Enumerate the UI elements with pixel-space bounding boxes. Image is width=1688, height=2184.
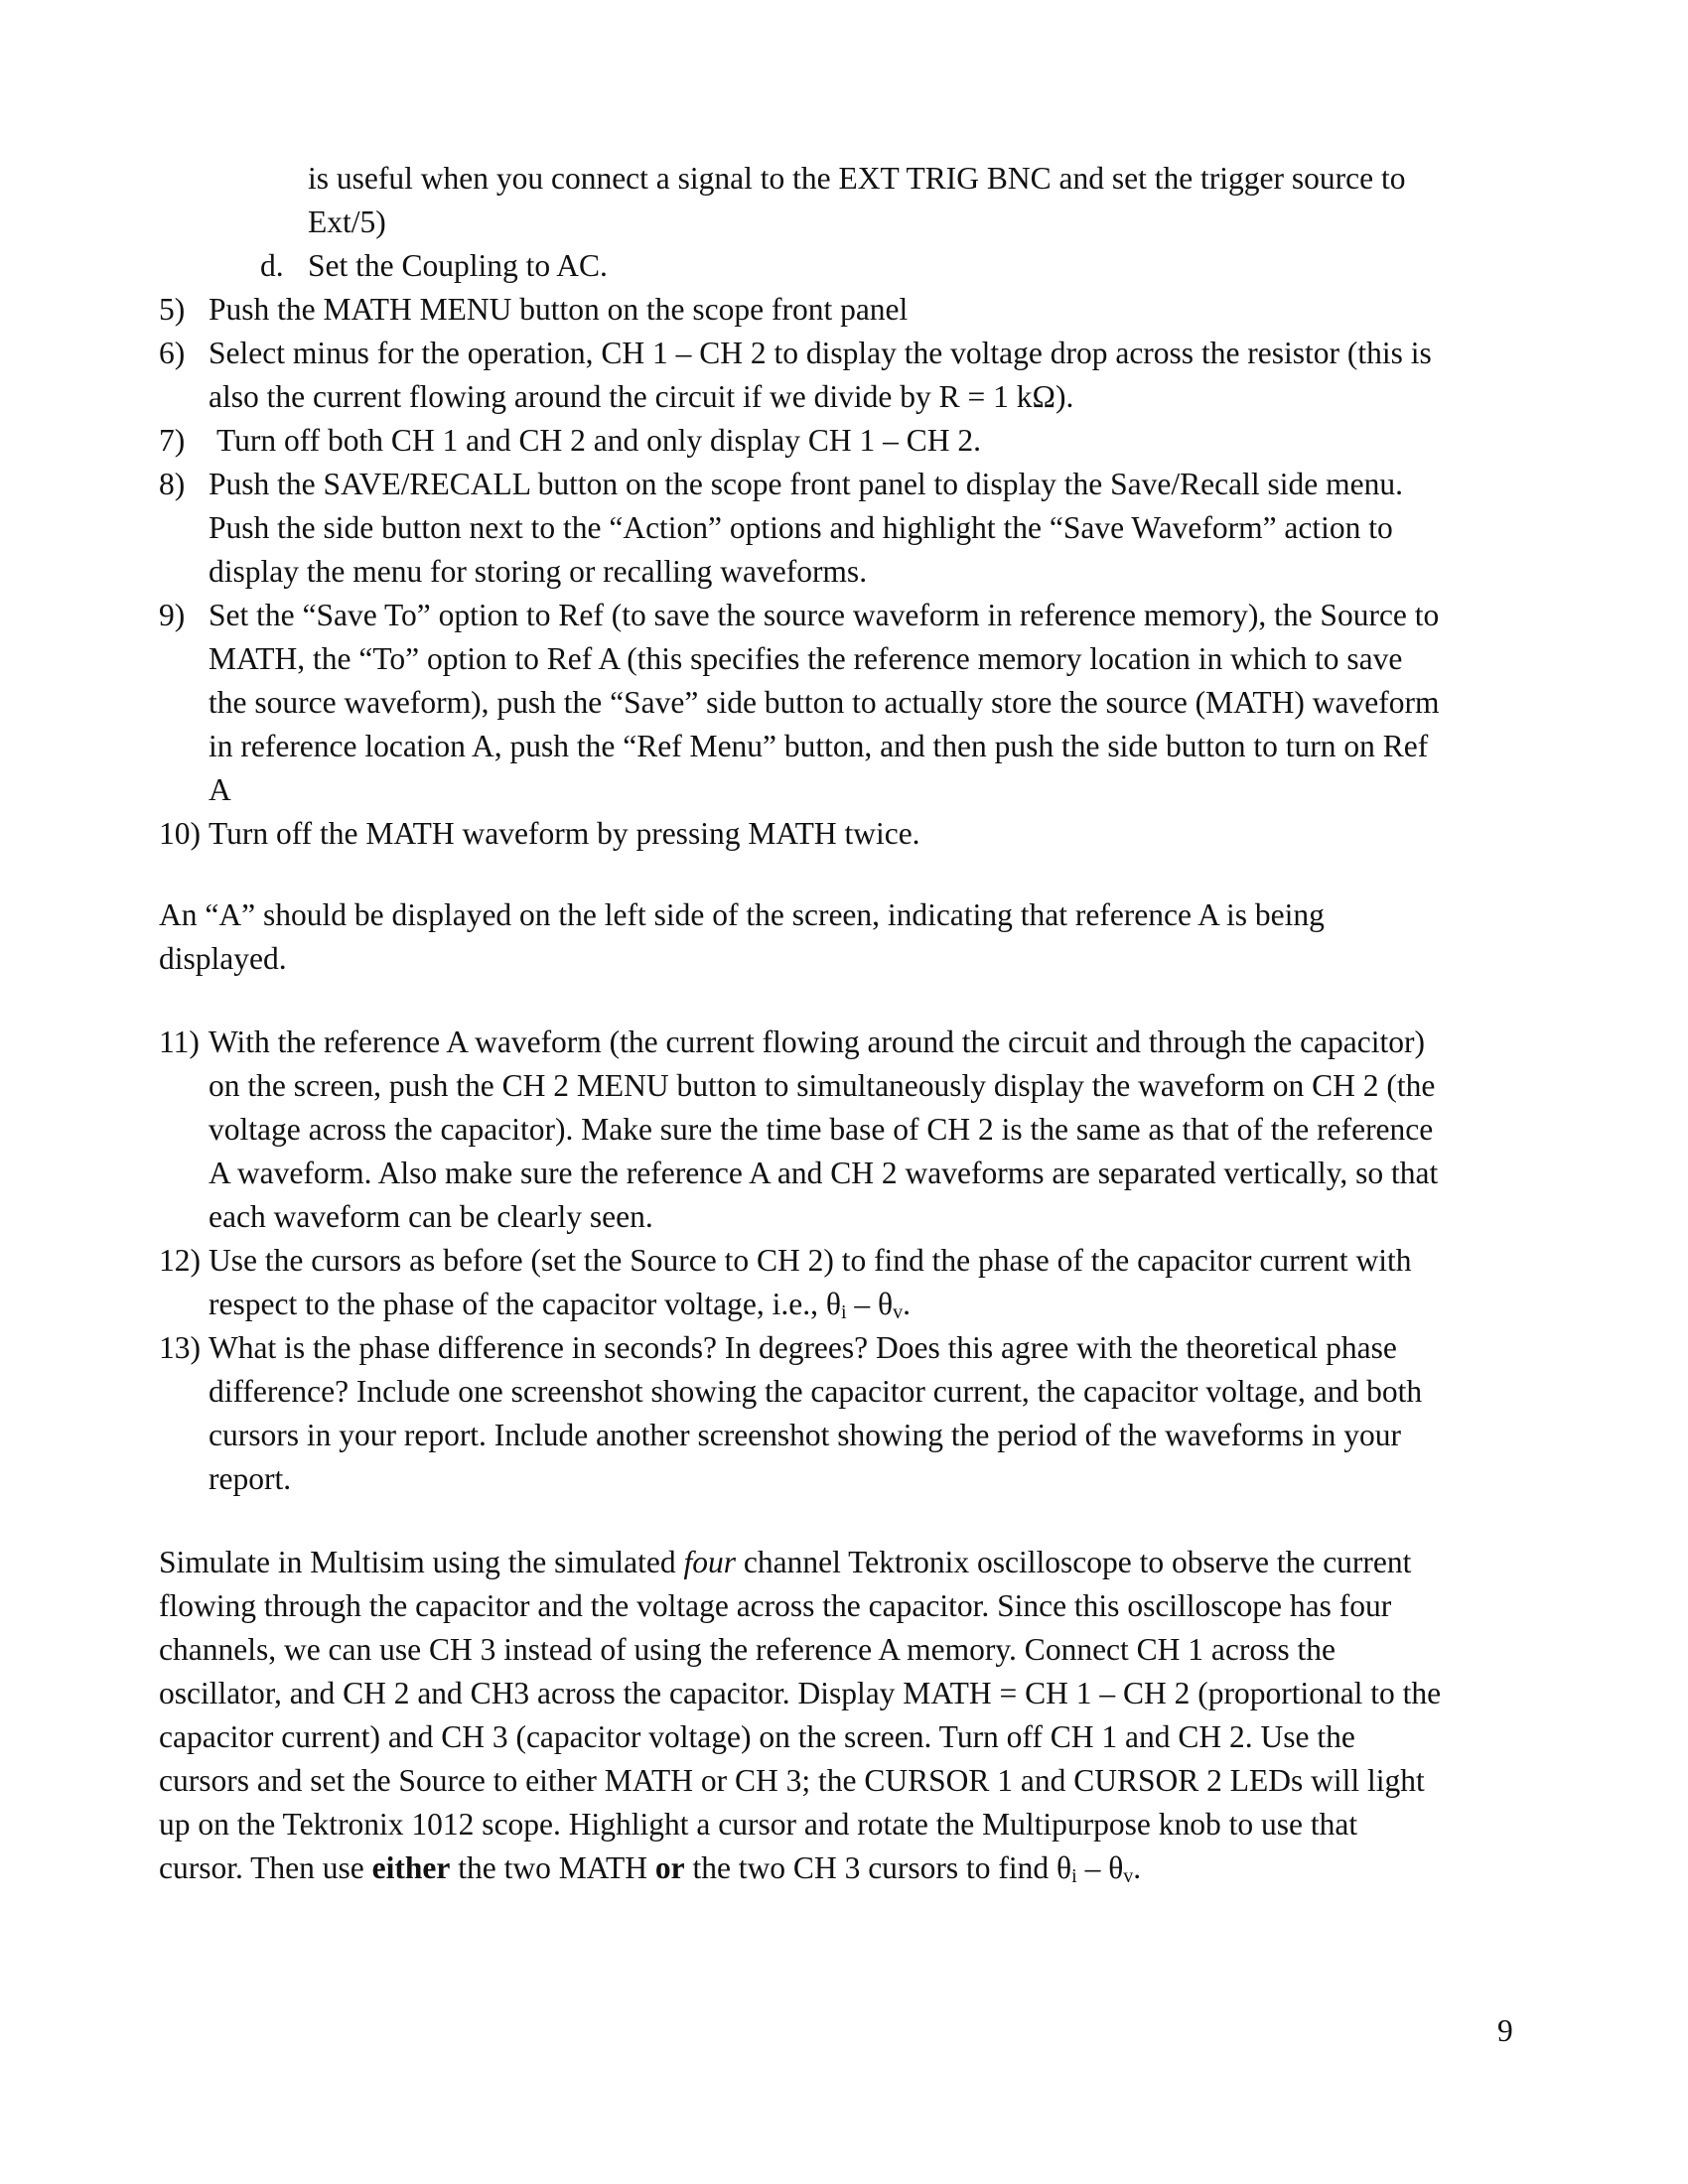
paragraph-line: flowing through the capacitor and the voltage across the capacitor. Since this oscilloscope has four bbox=[159, 1588, 1392, 1623]
paragraph-line bbox=[159, 1850, 1141, 1886]
step-number: 6) bbox=[159, 336, 186, 370]
text-line: Ext/5) bbox=[308, 205, 386, 239]
text-line: A bbox=[209, 772, 231, 807]
text-line: report. bbox=[209, 1461, 292, 1496]
text-run: . bbox=[1133, 1850, 1142, 1885]
paragraph-line: up on the Tektronix 1012 scope. Highlight a cursor and rotate the Multipurpose knob to use that bbox=[159, 1807, 1358, 1842]
step-number: 9) bbox=[159, 598, 186, 632]
text-run: respect to the phase of the capacitor voltage, i.e., θ bbox=[209, 1287, 841, 1321]
text-run: – θ bbox=[846, 1287, 894, 1321]
paragraph-line: oscillator, and CH 2 and CH3 across the capacitor. Display MATH = CH 1 – CH 2 (proportional to the bbox=[159, 1676, 1442, 1710]
text-run: Simulate in Multisim using the simulated bbox=[159, 1545, 684, 1579]
text-line: Turn off the MATH waveform by pressing MATH twice. bbox=[209, 816, 920, 851]
step-number: 5) bbox=[159, 292, 186, 327]
paragraph-line: An “A” should be displayed on the left side of the screen, indicating that reference A is being bbox=[159, 897, 1325, 932]
text-line bbox=[209, 1287, 911, 1322]
list-marker: d. bbox=[260, 248, 284, 283]
step-number: 11) bbox=[159, 1024, 200, 1059]
text-line: voltage across the capacitor). Make sure the time base of CH 2 is the same as that of the reference bbox=[209, 1112, 1434, 1147]
text-line: difference? Include one screenshot showing the capacitor current, the capacitor voltage, and both bbox=[209, 1374, 1423, 1409]
subscript-v: v bbox=[1123, 1865, 1134, 1887]
text-line: Select minus for the operation, CH 1 – CH 2 to display the voltage drop across the resistor (this is bbox=[209, 336, 1432, 370]
text-run: channel Tektronix oscilloscope to observe the current bbox=[736, 1545, 1412, 1579]
text-line: Push the side button next to the “Action” options and highlight the “Save Waveform” action to bbox=[209, 510, 1393, 545]
page-number: 9 bbox=[1497, 2013, 1513, 2048]
text-line: Use the cursors as before (set the Source to CH 2) to find the phase of the capacitor current with bbox=[209, 1243, 1412, 1278]
text-run: . bbox=[903, 1287, 911, 1321]
text-line: also the current flowing around the circuit if we divide by R = 1 kΩ). bbox=[209, 379, 1074, 414]
text-line: is useful when you connect a signal to the EXT TRIG BNC and set the trigger source to bbox=[308, 161, 1406, 196]
text-line: each waveform can be clearly seen. bbox=[209, 1199, 653, 1234]
subscript-i: i bbox=[1071, 1865, 1077, 1887]
bold-text: either bbox=[371, 1850, 451, 1885]
step-number: 8) bbox=[159, 467, 186, 501]
paragraph-line: cursors and set the Source to either MATH or CH 3; the CURSOR 1 and CURSOR 2 LEDs will light bbox=[159, 1763, 1425, 1798]
paragraph-line: channels, we can use CH 3 instead of using the reference A memory. Connect CH 1 across the bbox=[159, 1632, 1336, 1667]
subscript-v: v bbox=[893, 1301, 904, 1323]
text-line: Push the MATH MENU button on the scope front panel bbox=[209, 292, 909, 327]
text-line: What is the phase difference in seconds? In degrees? Does this agree with the theoretical phase bbox=[209, 1330, 1397, 1365]
paragraph-line: capacitor current) and CH 3 (capacitor voltage) on the screen. Turn off CH 1 and CH 2. Use the bbox=[159, 1719, 1355, 1754]
text-line: on the screen, push the CH 2 MENU button to simultaneously display the waveform on CH 2 (the bbox=[209, 1068, 1436, 1103]
text-run: the two MATH bbox=[450, 1850, 655, 1885]
text-line: With the reference A waveform (the current flowing around the circuit and through the capacitor) bbox=[209, 1024, 1425, 1059]
text-line: the source waveform), push the “Save” side button to actually store the source (MATH) waveform bbox=[209, 685, 1440, 720]
step-number: 10) bbox=[159, 816, 201, 851]
bold-text: or bbox=[654, 1850, 685, 1885]
text-line: Push the SAVE/RECALL button on the scope front panel to display the Save/Recall side menu. bbox=[209, 467, 1403, 501]
text-run: the two CH 3 cursors to find θ bbox=[684, 1850, 1072, 1885]
text-run: cursor. Then use bbox=[159, 1850, 372, 1885]
paragraph-line: displayed. bbox=[159, 941, 287, 976]
text-line: display the menu for storing or recalling waveforms. bbox=[209, 554, 868, 589]
text-line: Set the Coupling to AC. bbox=[308, 248, 608, 283]
text-line: in reference location A, push the “Ref Menu” button, and then push the side button to turn on Ref bbox=[209, 729, 1429, 763]
text-line: Turn off both CH 1 and CH 2 and only display CH 1 – CH 2. bbox=[216, 423, 982, 458]
text-line: MATH, the “To” option to Ref A (this specifies the reference memory location in which to save bbox=[209, 641, 1403, 676]
italic-text: four bbox=[683, 1545, 737, 1579]
text-line: A waveform. Also make sure the reference A and CH 2 waveforms are separated vertically, so that bbox=[209, 1156, 1439, 1190]
step-number: 7) bbox=[159, 423, 186, 458]
step-number: 13) bbox=[159, 1330, 201, 1365]
text-line: cursors in your report. Include another screenshot showing the period of the waveforms in your bbox=[209, 1418, 1402, 1452]
text-line: Set the “Save To” option to Ref (to save the source waveform in reference memory), the Source to bbox=[209, 598, 1440, 632]
paragraph-line bbox=[159, 1545, 1411, 1580]
subscript-i: i bbox=[840, 1301, 847, 1323]
step-number: 12) bbox=[159, 1243, 201, 1278]
text-run: – θ bbox=[1076, 1850, 1124, 1885]
